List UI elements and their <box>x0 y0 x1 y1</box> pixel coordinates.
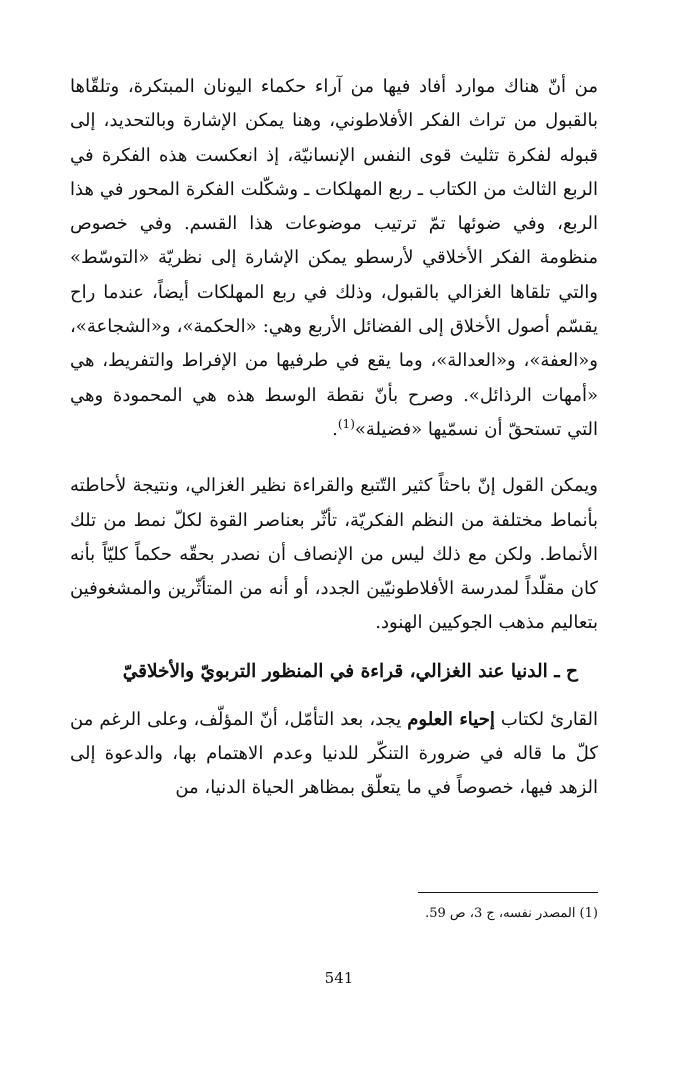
footnote-reference: (1) <box>337 416 355 431</box>
paragraph-3-start: القارئ لكتاب <box>500 708 598 730</box>
footnote-divider <box>418 892 598 893</box>
section-heading: ح ـ الدنيا عند الغزالي، قراءة في المنظور التربويّ والأخلاقيّ <box>122 660 578 682</box>
page-number: 541 <box>324 969 354 987</box>
book-title: إحياء العلوم <box>407 708 495 730</box>
paragraph-3 <box>70 703 598 806</box>
paragraph-1-text: من أنّ هناك موارد أفاد فيها من آراء حكماء اليونان المبتكرة، وتلقّاها بالقبول من تراث الفكر الأفلاطوني، وهنا يمكن الإشارة وبالتحديد، إلى قبوله لفكرة تثليث قوى النفس الإنسانيّة، إذ انعكست هذه الفكرة في الربع الثالث من الكتاب ـ ربع المهلكات ـ وشكّلت الفكرة المحور في هذا الربع، وفي ضوئها تمّ ترتيب موضوعات هذا القسم. وفي خصوص منظومة الفكر الأخلاقي لأرسطو يمكن الإشارة إلى نظريّة «التوسّط» والتي تلقاها الغزالي بالقبول، وذلك في ربع المهلكات أيضاً، عندما راح يقسّم أصول الأخلاق إلى الفضائل الأربع وهي: «الحكمة»، و«الشجاعة»، و«العفة»، و«العدالة»، وما يقع في طرفيها من الإفراط والتفريط، هي «أمهات الرذائل». وصرح بأنّ نقطة الوسط هذه هي المحمودة وهي التي تستحقّ أن نسمّيها «فضيلة» <box>70 76 599 440</box>
paragraph-1 <box>70 70 598 447</box>
paragraph-3-rest: يجد، بعد التأمّل، أنّ المؤلّف، وعلى الرغم من كلّ ما قاله في ضرورة التنكّر للدنيا وعدم الاهتمام بها، والدعوة إلى الزهد فيها، خصوصاً في ما يتعلّق بمظاهر الحياة الدنيا، من <box>70 708 598 799</box>
footnote: (1) المصدر نفسه، ج 3، ص 59. <box>425 906 598 921</box>
paragraph-2: ويمكن القول إنّ باحثاً كثير التّتبع والقراءة نظير الغزالي، ونتيجة لأحاطته بأنماط مختلفة من النظم الفكريّة، تأثّر بعناصر القوة لكلّ نمط من تلك الأنماط. ولكن مع ذلك ليس من الإنصاف أن نصدر بحقّه حكماً كليّاً بأنه كان مقلّداً لمدرسة الأفلاطونيّين الجدد، أو أنه من المتأثّرين والمشغوفين بتعاليم مذهب الجوكيين الهنود. <box>70 475 598 634</box>
page-content <box>70 70 599 921</box>
paragraph-1-end: . <box>332 418 338 440</box>
